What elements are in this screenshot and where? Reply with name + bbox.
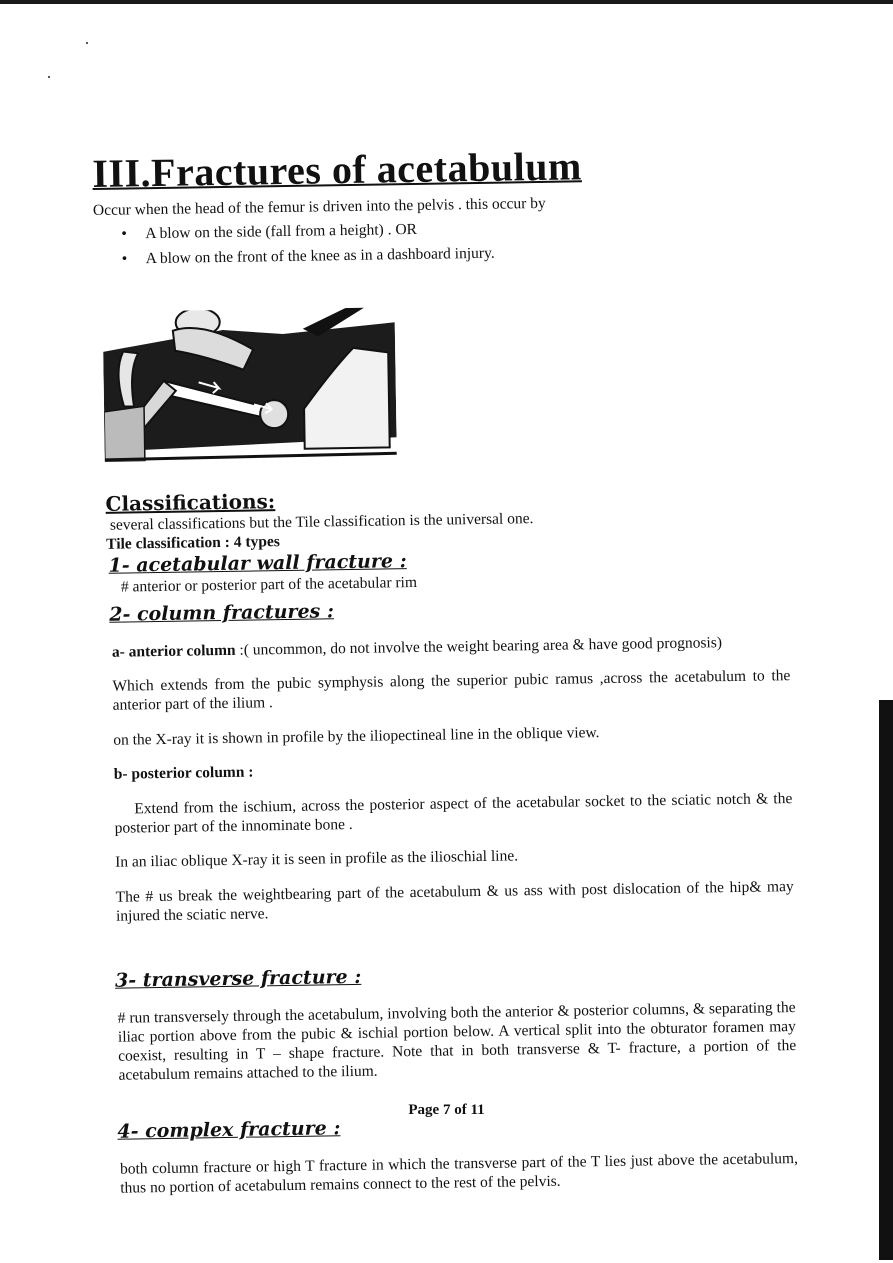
anterior-column-para	[112, 632, 790, 662]
page-number: 7	[442, 1102, 451, 1118]
document-page	[92, 139, 799, 1213]
scan-speck	[48, 76, 50, 78]
page-of: of	[450, 1102, 471, 1118]
tile-classification: Tile classification : 4 types	[106, 533, 280, 553]
anterior-column-summary: :( uncommon, do not involve the weight bearing area & have good prognosis)	[235, 633, 723, 659]
posterior-column-line: The # us break the weightbearing part of the acetabulum & us ass with post dislocation of the hip& may injured the sciatic nerve.	[115, 877, 794, 925]
dashboard-injury-figure	[103, 307, 397, 462]
intro-text: Occur when the head of the femur is driven into the pelvis . this occur by	[92, 194, 546, 219]
list-item: • A blow on the front of the knee as in a dashboard injury.	[122, 236, 784, 271]
posterior-column-line: In an iliac oblique X-ray it is seen in profile as the ilioschial line.	[115, 847, 519, 871]
anterior-column-label: a- anterior column	[111, 641, 236, 661]
posterior-column-label: b- posterior column :	[113, 763, 254, 783]
transverse-fracture-heading: 3- transverse fracture :	[114, 965, 362, 992]
posterior-column-line: Extend from the ischium, across the posterior aspect of the acetabular socket to the sciatic notch & the posterior part of the innominate bone .	[114, 789, 793, 837]
scan-right-border	[879, 700, 893, 1260]
scan-top-border	[0, 0, 893, 4]
column-fracture-heading: 2- column fractures :	[109, 600, 335, 626]
page-prefix: Page	[408, 1102, 443, 1118]
anterior-column-line: Which extends from the pubic symphysis along the superior pubic ramus ,across the acetabulum to the anterior part of the ilium .	[112, 667, 791, 714]
dashboard-injury-illustration-icon	[103, 307, 397, 462]
complex-fracture-text: both column fracture or high T fracture in which the transverse part of the T lies just above the acetabulum, thus no portion of acetabulum remains connect to the rest of the pelvis.	[119, 1149, 799, 1197]
page-title: III.Fractures of acetabulum	[92, 143, 583, 196]
classifications-heading: Classifications:	[105, 489, 276, 516]
scan-speck	[86, 42, 88, 44]
complex-fracture-heading: 4- complex fracture :	[117, 1117, 341, 1143]
page-total: 11	[470, 1102, 485, 1118]
page-footer	[0, 1102, 893, 1119]
list-item: • A blow on the side (fall from a height) . OR	[121, 211, 783, 246]
wall-fracture-text: # anterior or posterior part of the acetabular rim	[120, 573, 418, 596]
transverse-fracture-text: # run transversely through the acetabulum, involving both the anterior & posterior columns, & separating the iliac portion above from the pubic & ischial portion below. A vertical split into the obturator foramen may coexist, resulting in T – shape fracture. Note that in both transverse & T- fracture, a portion of the acetabulum remains attached to the ilium.	[117, 998, 797, 1084]
mechanism-list	[121, 211, 784, 271]
wall-fracture-heading: 1- acetabular wall fracture :	[108, 550, 407, 577]
classifications-note: several classifications but the Tile classification is the universal one.	[109, 510, 534, 534]
anterior-column-line: on the X-ray it is shown in profile by the iliopectineal line in the oblique view.	[113, 723, 600, 749]
